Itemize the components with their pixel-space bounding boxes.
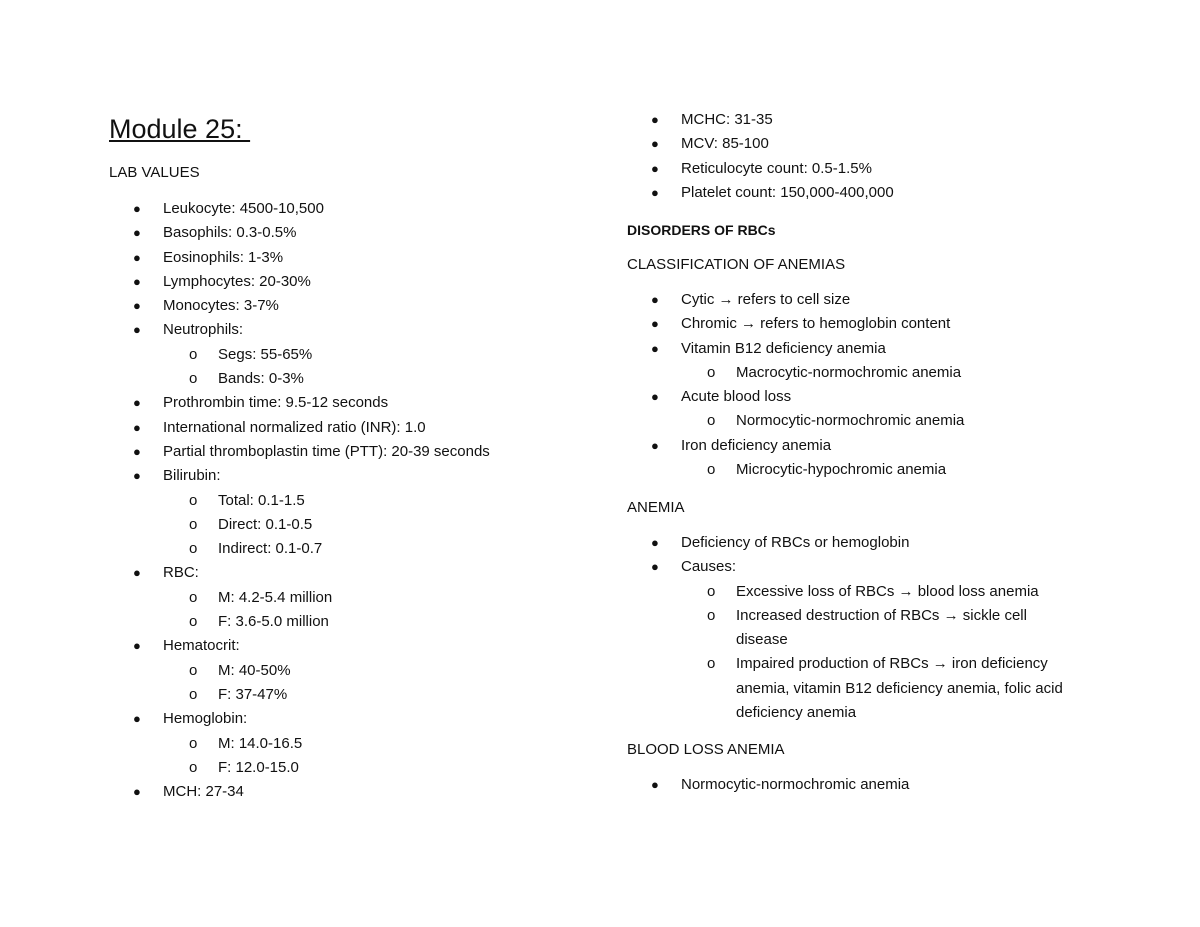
circle-bullet-icon: o: [189, 345, 198, 363]
bullet-icon: ●: [651, 292, 659, 307]
lab-values-list: [109, 197, 579, 804]
list-item-text: Chromic → refers to hemoglobin content: [681, 315, 951, 333]
list-item-text: Normocytic-normochromic anemia: [736, 412, 965, 430]
list-item: [627, 157, 1097, 181]
list-item-text: M: 40-50%: [218, 661, 291, 679]
list-item-text: Impaired production of RBCs → iron deficiency anemia, vitamin B12 deficiency anemia, folic acid deficiency anemia: [736, 655, 1063, 722]
sub-list-item: [109, 732, 579, 756]
list-item-text: Hematocrit:: [163, 637, 240, 655]
list-item-text: Indirect: 0.1-0.7: [218, 540, 323, 558]
bullet-icon: ●: [133, 711, 141, 727]
sub-list-item: [109, 489, 579, 513]
anemia-heading: ANEMIA: [627, 499, 685, 516]
bullet-icon: ●: [133, 443, 141, 459]
list-item-text: Bilirubin:: [163, 467, 221, 485]
list-item: [109, 416, 579, 440]
bullet-icon: ●: [133, 225, 141, 241]
list-item-text: Leukocyte: 4500-10,500: [163, 200, 324, 217]
bullet-icon: ●: [651, 559, 659, 575]
list-item-text: Segs: 55-65%: [218, 345, 313, 363]
list-item: [627, 132, 1097, 156]
list-item: [109, 634, 579, 658]
disorders-heading: DISORDERS OF RBCs: [627, 222, 776, 238]
bullet-icon: ●: [133, 468, 141, 484]
list-item-text: International normalized ratio (INR): 1.0: [163, 418, 426, 436]
list-item: [109, 780, 579, 804]
bullet-icon: ●: [133, 249, 141, 265]
sub-list-item: [109, 659, 579, 683]
sub-list-item: [109, 756, 579, 780]
list-item-text: Hemoglobin:: [163, 710, 248, 728]
list-item-text: Macrocytic-normochromic anemia: [736, 363, 962, 381]
bullet-icon: ●: [651, 136, 659, 152]
list-item-text: Acute blood loss: [681, 388, 792, 406]
list-item: [627, 108, 1097, 132]
sub-list-item: [109, 513, 579, 537]
list-item-text: Causes:: [681, 558, 737, 576]
sub-list-item: [627, 652, 1097, 725]
list-item: [109, 221, 579, 245]
list-item: [627, 385, 1097, 409]
bullet-icon: ●: [133, 638, 141, 654]
bullet-icon: ●: [651, 112, 659, 127]
list-item: [627, 434, 1097, 458]
circle-bullet-icon: o: [707, 582, 716, 600]
list-item-text: Iron deficiency anemia: [681, 436, 832, 454]
list-item: [109, 294, 579, 318]
circle-bullet-icon: o: [189, 491, 198, 509]
circle-bullet-icon: o: [189, 540, 198, 558]
list-item: [627, 773, 1097, 797]
sub-list-item: [627, 361, 1097, 385]
bullet-icon: ●: [651, 340, 659, 356]
page-title: Module 25:: [109, 114, 251, 144]
classification-list: [627, 288, 1097, 482]
list-item: [627, 312, 1097, 336]
list-item: [627, 555, 1097, 579]
list-item: [109, 464, 579, 488]
list-item-text: MCV: 85-100: [681, 135, 769, 153]
bullet-icon: ●: [133, 298, 141, 314]
bullet-icon: ●: [133, 322, 141, 338]
list-item: [109, 318, 579, 342]
list-item-text: F: 37-47%: [218, 685, 288, 703]
classification-heading: CLASSIFICATION OF ANEMIAS: [627, 256, 846, 273]
list-item-text: Microcytic-hypochromic anemia: [736, 461, 947, 479]
bullet-icon: ●: [651, 777, 659, 792]
list-item-text: M: 4.2-5.4 million: [218, 588, 333, 606]
list-item-text: F: 12.0-15.0: [218, 758, 299, 776]
bullet-icon: ●: [133, 395, 141, 411]
bullet-icon: ●: [133, 419, 141, 435]
list-item: [627, 337, 1097, 361]
circle-bullet-icon: o: [707, 606, 716, 624]
bullet-icon: ●: [651, 160, 659, 176]
sub-list-item: [627, 580, 1097, 604]
list-item: [627, 288, 1097, 312]
list-item-text: Deficiency of RBCs or hemoglobin: [681, 534, 910, 551]
rbc-indices-list: [627, 108, 1097, 205]
sub-list-item: [109, 683, 579, 707]
circle-bullet-icon: o: [707, 363, 716, 381]
list-item: [109, 246, 579, 270]
list-item-text: Eosinophils: 1-3%: [163, 248, 284, 266]
circle-bullet-icon: o: [189, 661, 198, 679]
bullet-icon: ●: [133, 201, 141, 216]
list-item-text: Cytic → refers to cell size: [681, 291, 851, 308]
bullet-icon: ●: [651, 184, 659, 200]
list-item-text: Total: 0.1-1.5: [218, 491, 305, 509]
circle-bullet-icon: o: [189, 685, 198, 703]
list-item: [627, 531, 1097, 555]
list-item: [627, 181, 1097, 205]
circle-bullet-icon: o: [707, 655, 716, 673]
circle-bullet-icon: o: [189, 734, 198, 752]
circle-bullet-icon: o: [189, 515, 198, 533]
list-item: [109, 440, 579, 464]
circle-bullet-icon: o: [707, 461, 716, 479]
list-item: [109, 270, 579, 294]
sub-list-item: [109, 367, 579, 391]
sub-list-item: [627, 409, 1097, 433]
bullet-icon: ●: [651, 316, 659, 332]
list-item-text: Excessive loss of RBCs → blood loss anemia: [736, 582, 1039, 600]
list-item-text: Bands: 0-3%: [218, 370, 304, 388]
blood-loss-heading: BLOOD LOSS ANEMIA: [627, 741, 785, 758]
list-item-text: Direct: 0.1-0.5: [218, 515, 313, 533]
sub-list-item: [109, 537, 579, 561]
bullet-icon: ●: [133, 273, 141, 289]
list-item-text: Normocytic-normochromic anemia: [681, 776, 910, 793]
bullet-icon: ●: [651, 389, 659, 405]
list-item-text: Monocytes: 3-7%: [163, 297, 279, 315]
bullet-icon: ●: [651, 535, 659, 550]
circle-bullet-icon: o: [189, 758, 198, 776]
list-item: [109, 707, 579, 731]
blood-loss-list: [627, 773, 1097, 797]
list-item: [109, 391, 579, 415]
list-item-text: Partial thromboplastin time (PTT): 20-39 seconds: [163, 442, 490, 460]
bullet-icon: ●: [133, 565, 141, 581]
sub-list-item: [109, 586, 579, 610]
list-item-text: MCHC: 31-35: [681, 111, 773, 128]
list-item-text: F: 3.6-5.0 million: [218, 613, 329, 631]
list-item: [109, 561, 579, 585]
bullet-icon: ●: [133, 784, 141, 800]
list-item-text: Platelet count: 150,000-400,000: [681, 183, 894, 201]
lab-values-heading: LAB VALUES: [109, 164, 200, 181]
list-item-text: Lymphocytes: 20-30%: [163, 272, 311, 290]
bullet-icon: ●: [651, 437, 659, 453]
sub-list-item: [627, 458, 1097, 482]
list-item-text: Increased destruction of RBCs → sickle cell disease: [736, 606, 1027, 649]
circle-bullet-icon: o: [707, 412, 716, 430]
list-item: [109, 197, 579, 221]
list-item-text: RBC:: [163, 564, 199, 582]
anemia-list: [627, 531, 1097, 725]
list-item-text: Reticulocyte count: 0.5-1.5%: [681, 159, 872, 177]
list-item-text: Prothrombin time: 9.5-12 seconds: [163, 394, 389, 412]
sub-list-item: [109, 610, 579, 634]
circle-bullet-icon: o: [189, 588, 198, 606]
list-item-text: Basophils: 0.3-0.5%: [163, 224, 297, 242]
circle-bullet-icon: o: [189, 370, 198, 388]
list-item-text: M: 14.0-16.5: [218, 734, 303, 752]
list-item-text: MCH: 27-34: [163, 783, 244, 801]
sub-list-item: [627, 604, 1097, 653]
circle-bullet-icon: o: [189, 613, 198, 631]
list-item-text: Neutrophils:: [163, 321, 244, 339]
sub-list-item: [109, 343, 579, 367]
list-item-text: Vitamin B12 deficiency anemia: [681, 339, 886, 357]
